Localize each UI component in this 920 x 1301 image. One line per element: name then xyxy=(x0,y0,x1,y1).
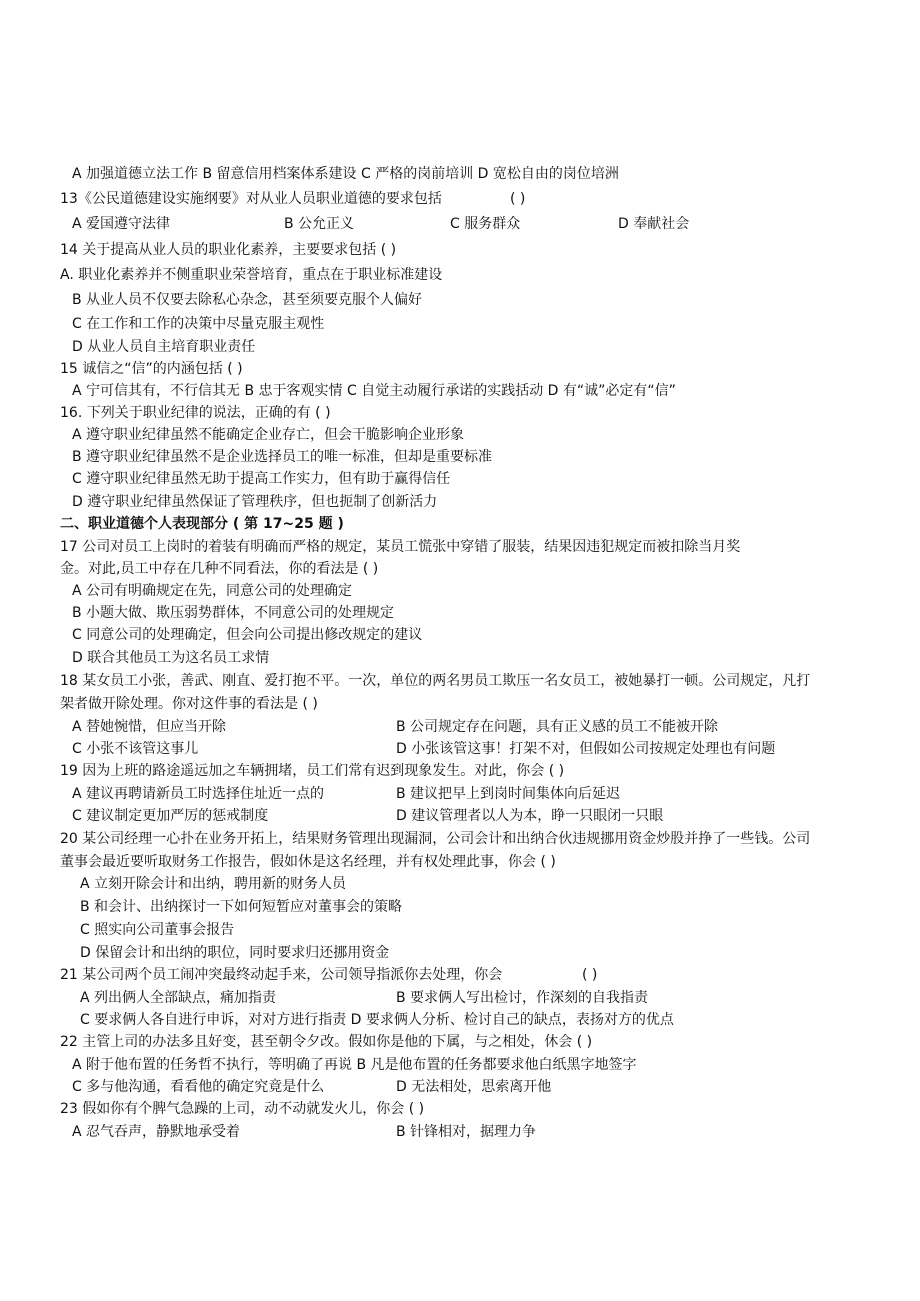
q17-option-c: C 同意公司的处理确定，但会向公司提出修改规定的建议 xyxy=(72,627,423,643)
q14-option-c: C 在工作和工作的决策中尽量克服主观性 xyxy=(72,316,325,332)
q18-option-c: C 小张不该管这事儿 xyxy=(72,741,199,757)
q21-option-a: A 列出俩人全部缺点，痛加指责 xyxy=(80,990,277,1006)
q17-stem-line-1: 17 公司对员工上岗时的着装有明确而严格的规定，某员工慌张中穿错了服装，结果因违犯规定而被扣除当月奖 xyxy=(60,539,741,555)
section-heading: 二、职业道德个人表现部分 ( 第 17~25 题 ) xyxy=(60,516,344,532)
q22-option-c: C 多与他沟通，看看他的确定究竟是什么 xyxy=(72,1079,325,1095)
q19-option-b: B 建议把早上到岗时间集体向后延迟 xyxy=(396,786,621,802)
q21-option-b: B 要求俩人写出检讨，作深刻的自我指责 xyxy=(396,990,649,1006)
q14-option-d: D 从业人员自主培育职业责任 xyxy=(72,339,256,355)
q13-option-b: B 公允正义 xyxy=(284,216,355,232)
q18-option-a: A 替她惋惜，但应当开除 xyxy=(72,719,227,735)
q20-stem-line-2: 董事会最近要听取财务工作报告，假如休是这名经理，并有权处理此事，你会 ( ) xyxy=(60,854,556,870)
q18-option-b: B 公司规定存在问题，具有正义感的员工不能被开除 xyxy=(396,719,719,735)
q14-stem: 14 关于提高从业人员的职业化素养，主要要求包括 ( ) xyxy=(60,242,397,258)
q13-answer-paren: ( ) xyxy=(510,191,526,207)
q20-option-b: B 和会计、出纳探讨一下如何短暂应对董事会的策略 xyxy=(80,899,403,915)
q21-option-cd: C 要求俩人各自进行申诉，对对方进行指责 D 要求俩人分析、检讨自己的缺点，表扬对方的优点 xyxy=(80,1012,674,1028)
q16-stem: 16. 下列关于职业纪律的说法，正确的有 ( ) xyxy=(60,405,331,421)
q17-option-d: D 联合其他员工为这名员工求情 xyxy=(72,650,270,666)
q21-answer-paren: ( ) xyxy=(582,967,598,983)
q16-option-b: B 遵守职业纪律虽然不是企业选择员工的唯一标准，但却是重要标准 xyxy=(72,449,493,465)
q13-stem: 13《公民道德建设实施纲要》对从业人员职业道德的要求包括 xyxy=(60,191,442,207)
q12-options: A 加强道德立法工作 B 留意信用档案体系建设 C 严格的岗前培训 D 宽松自由的岗位培洲 xyxy=(72,166,619,182)
q19-option-a: A 建议再聘请新员工时选择住址近一点的 xyxy=(72,786,325,802)
q23-option-a: A 忍气吞声，静默地承受着 xyxy=(72,1124,241,1140)
q20-option-c: C 照实向公司董事会报告 xyxy=(80,922,235,938)
q17-option-b: B 小题大做、欺压弱势群体，不同意公司的处理规定 xyxy=(72,605,395,621)
q20-stem-line-1: 20 某公司经理一心扑在业务开拓上，结果财务管理出现漏洞，公司会计和出纳合伙违规挪用资金炒股并挣了一些钱。公司 xyxy=(60,831,811,847)
q16-option-d: D 遵守职业纪律虽然保证了管理秩序，但也扼制了创新活力 xyxy=(72,494,438,510)
q14-option-a: A. 职业化素养并不侧重职业荣誉培育，重点在于职业标准建设 xyxy=(60,267,443,283)
q22-option-d: D 无法相处，思索离开他 xyxy=(396,1079,552,1095)
q22-stem: 22 主管上司的办法多且好变，甚至朝令夕改。假如你是他的下属，与之相处，休会 ( ) xyxy=(60,1034,593,1050)
q13-option-c: C 服务群众 xyxy=(450,216,521,232)
q13-option-d: D 奉献社会 xyxy=(618,216,690,232)
q19-option-d: D 建议管理者以人为本，睁一只眼闭一只眼 xyxy=(396,808,664,824)
q18-option-d: D 小张该管这事！打架不对，但假如公司按规定处理也有问题 xyxy=(396,741,776,757)
q23-option-b: B 针锋相对，据理力争 xyxy=(396,1124,537,1140)
q21-stem: 21 某公司两个员工闹冲突最终动起手来，公司领导指派你去处理，你会 xyxy=(60,967,503,983)
q22-option-ab: A 附于他布置的任务哲不执行，等明确了再说 B 凡是他布置的任务都要求他白纸黑字地签字 xyxy=(72,1057,637,1073)
q16-option-c: C 遵守职业纪律虽然无助于提高工作实力，但有助于赢得信任 xyxy=(72,471,451,487)
q17-stem-line-2: 金。对此,员工中存在几种不同看法，你的看法是 ( ) xyxy=(60,561,379,577)
q20-option-a: A 立刻开除会计和出纳，聘用新的财务人员 xyxy=(80,876,347,892)
q15-stem: 15 诚信之“信”的内涵包括 ( ) xyxy=(60,361,243,377)
q13-option-a: A 爱国遵守法律 xyxy=(72,216,171,232)
q18-stem-line-2: 架者做开除处理。你对这件事的看法是 ( ) xyxy=(60,696,318,712)
q19-stem: 19 因为上班的路途遥远加之车辆拥堵，员工们常有迟到现象发生。对此，你会 ( ) xyxy=(60,763,565,779)
q20-option-d: D 保留会计和出纳的职位，同时要求归还挪用资金 xyxy=(80,945,390,961)
q17-option-a: A 公司有明确规定在先，同意公司的处理确定 xyxy=(72,583,353,599)
q14-option-b: B 从业人员不仅要去除私心杂念，甚至须要克服个人偏好 xyxy=(72,292,423,308)
q16-option-a: A 遵守职业纪律虽然不能确定企业存亡，但会干脆影响企业形象 xyxy=(72,427,465,443)
q19-option-c: C 建议制定更加严厉的惩戒制度 xyxy=(72,808,269,824)
q18-stem-line-1: 18 某女员工小张，善武、刚直、爱打抱不平。一次，单位的两名男员工欺压一名女员工，被她暴打一顿。公司规定，凡打 xyxy=(60,673,811,689)
q23-stem: 23 假如你有个脾气急躁的上司，动不动就发火儿，你会 ( ) xyxy=(60,1101,425,1117)
q15-options: A 宁可信其有，不行信其无 B 忠于客观实情 C 自觉主动履行承诺的实践括动 D 有“诚”必定有“信” xyxy=(72,383,676,399)
